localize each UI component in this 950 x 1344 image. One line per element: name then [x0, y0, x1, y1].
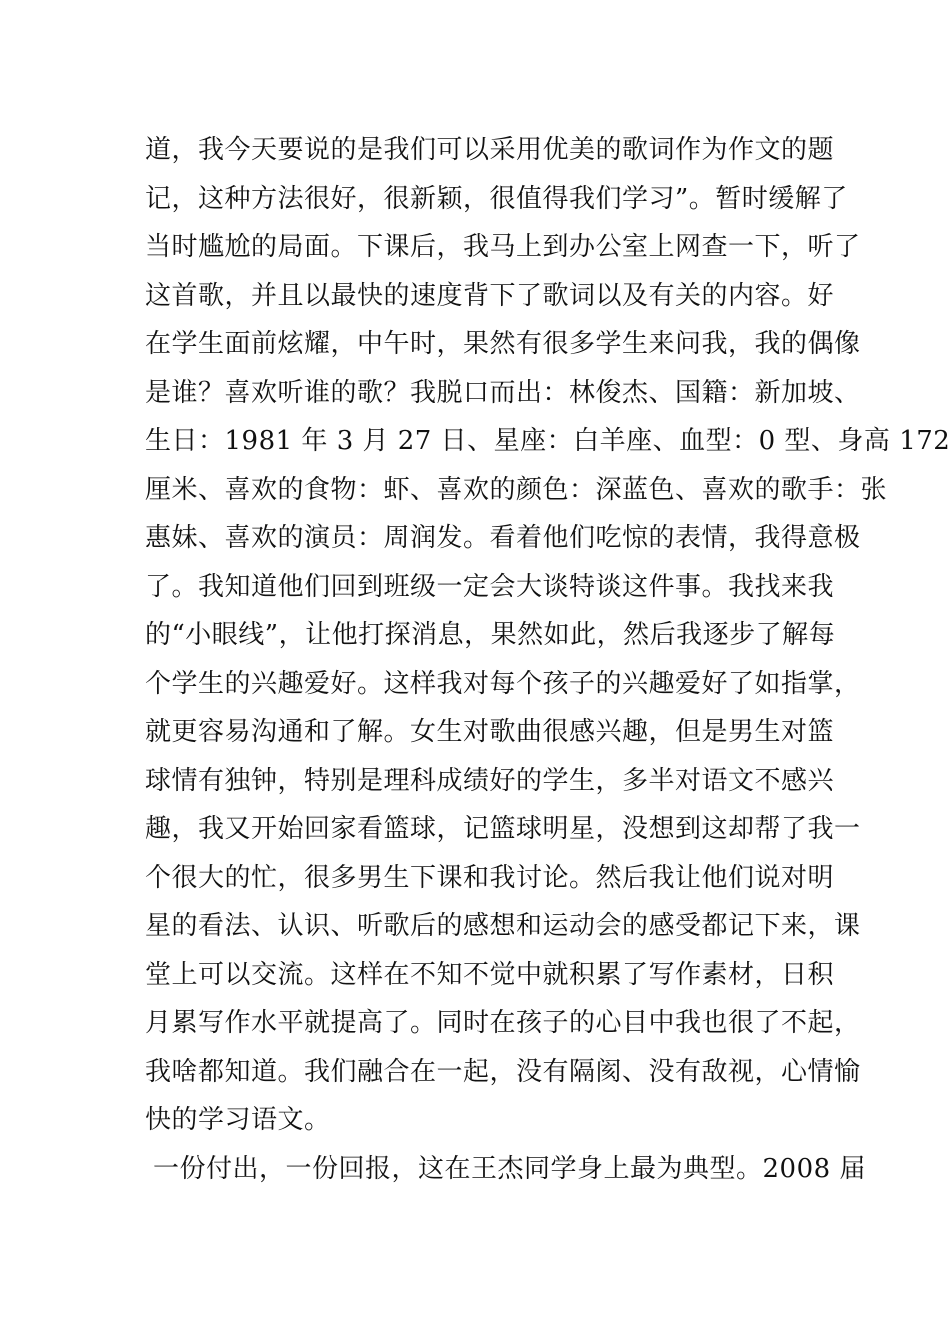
text-line: 在学生面前炫耀，中午时，果然有很多学生来问我，我的偶像	[145, 329, 861, 359]
text-line: 记，这种方法很好，很新颖，很值得我们学习”。暂时缓解了	[145, 183, 848, 214]
text-line: 了。我知道他们回到班级一定会大谈特谈这件事。我找来我	[145, 571, 835, 602]
text-line: 就更容易沟通和了解。女生对歌曲很感兴趣，但是男生对篮	[145, 717, 835, 747]
text-line: 星的看法、认识、听歌后的感想和运动会的感受都记下来，课	[145, 911, 861, 941]
text-line-paragraph-start: 一份付出，一份回报，这在王杰同学身上最为典型。2008 届	[153, 1153, 866, 1184]
text-line: 个很大的忙，很多男生下课和我讨论。然后我让他们说对明	[145, 862, 835, 893]
text-line: 个学生的兴趣爱好。这样我对每个孩子的兴趣爱好了如指掌，	[145, 668, 861, 699]
text-line: 道，我今天要说的是我们可以采用优美的歌词作为作文的题	[145, 135, 835, 165]
text-line: 这首歌，并且以最快的速度背下了歌词以及有关的内容。好	[145, 280, 835, 311]
body-text	[145, 126, 950, 1193]
text-line: 生日：1981 年 3 月 27 日、星座：白羊座、血型：0 型、身高 172	[145, 426, 950, 456]
text-line: 月累写作水平就提高了。同时在孩子的心目中我也很了不起，	[145, 1008, 861, 1038]
text-line: 厘米、喜欢的食物：虾、喜欢的颜色：深蓝色、喜欢的歌手：张	[145, 474, 888, 505]
text-line: 是谁？喜欢听谁的歌？我脱口而出：林俊杰、国籍：新加坡、	[145, 377, 861, 408]
text-line: 惠妹、喜欢的演员：周润发。看着他们吃惊的表情，我得意极	[145, 523, 861, 553]
text-line: 趣，我又开始回家看篮球，记篮球明星，没想到这却帮了我一	[145, 814, 861, 844]
text-line: 的“小眼线”，让他打探消息，果然如此，然后我逐步了解每	[145, 620, 836, 650]
text-line-paragraph-end: 快的学习语文。	[145, 1105, 331, 1135]
text-line: 当时尴尬的局面。下课后，我马上到办公室上网查一下，听了	[145, 232, 861, 262]
text-line: 球情有独钟，特别是理科成绩好的学生，多半对语文不感兴	[145, 765, 835, 796]
text-line: 我啥都知道。我们融合在一起，没有隔阂、没有敌视，心情愉	[145, 1056, 861, 1087]
text-line: 堂上可以交流。这样在不知不觉中就积累了写作素材，日积	[145, 959, 835, 990]
